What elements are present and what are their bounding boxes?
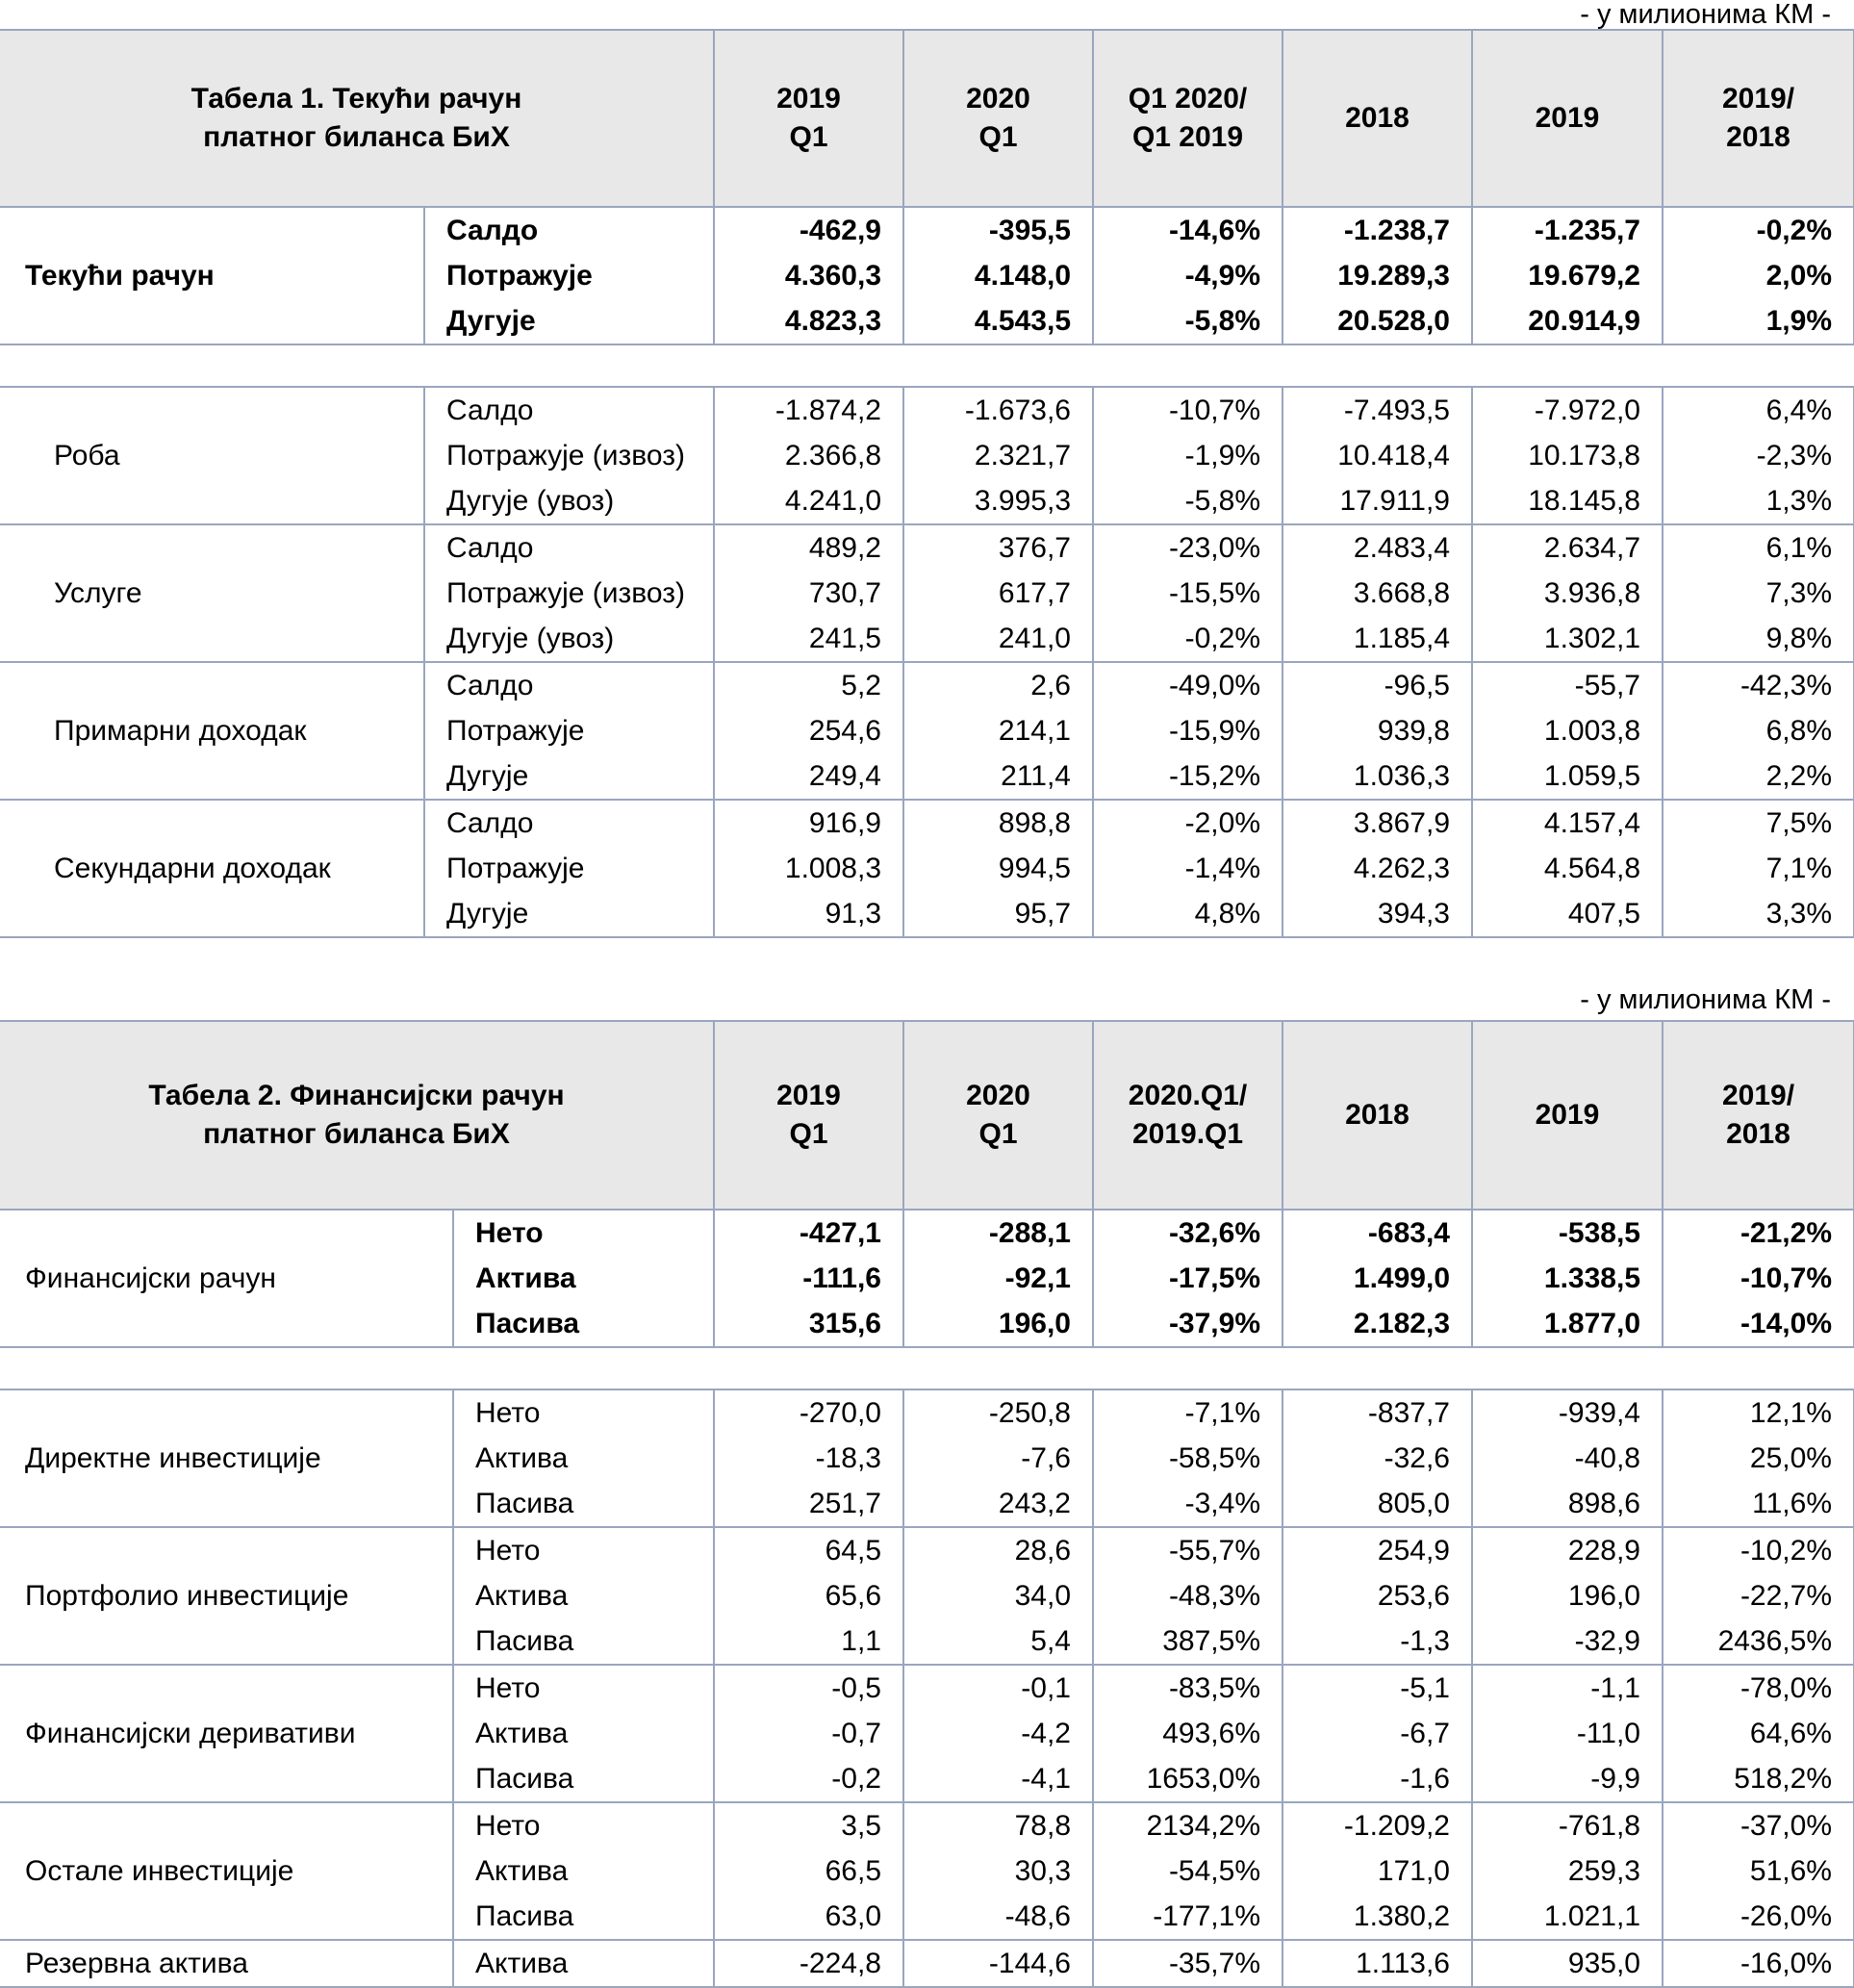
value-cell: 493,6% [1093, 1711, 1283, 1756]
value-cell: -4,1 [903, 1756, 1093, 1802]
value-cell: -35,7% [1093, 1940, 1283, 1987]
row-group-label: Финансијски рачун [0, 1210, 453, 1347]
column-header: Q1 2020/ Q1 2019 [1093, 30, 1283, 207]
column-header: 2018 [1283, 30, 1472, 207]
table-row [0, 1527, 1854, 1573]
value-cell: -40,8 [1472, 1436, 1663, 1481]
value-cell: 1653,0% [1093, 1756, 1283, 1802]
value-cell: 4.360,3 [714, 253, 903, 298]
value-cell: -270,0 [714, 1389, 903, 1436]
value-cell: -288,1 [903, 1210, 1093, 1256]
value-cell: 10.173,8 [1472, 433, 1663, 478]
value-cell: -4,9% [1093, 253, 1283, 298]
value-cell: 254,9 [1283, 1527, 1472, 1573]
value-cell: -10,7% [1663, 1256, 1854, 1301]
value-cell: -0,2 [714, 1756, 903, 1802]
value-cell: 489,2 [714, 524, 903, 571]
row-label: Салдо [424, 800, 714, 846]
value-cell: 196,0 [1472, 1573, 1663, 1618]
value-cell: 805,0 [1283, 1481, 1472, 1527]
value-cell: -0,7 [714, 1711, 903, 1756]
value-cell: 78,8 [903, 1802, 1093, 1848]
spacer-row [0, 1347, 1854, 1389]
column-header: 2020.Q1/ 2019.Q1 [1093, 1021, 1283, 1210]
column-header: 2019 Q1 [714, 30, 903, 207]
value-cell: 64,6% [1663, 1711, 1854, 1756]
value-cell: 34,0 [903, 1573, 1093, 1618]
value-cell: 2134,2% [1093, 1802, 1283, 1848]
value-cell: -5,8% [1093, 478, 1283, 524]
value-cell: 315,6 [714, 1301, 903, 1347]
table-header [0, 1021, 1854, 1210]
value-cell: 243,2 [903, 1481, 1093, 1527]
column-header: 2019/ 2018 [1663, 1021, 1854, 1210]
value-cell: -15,9% [1093, 708, 1283, 753]
value-cell: -1,1 [1472, 1665, 1663, 1711]
row-label: Потражује [424, 708, 714, 753]
value-cell: -1.235,7 [1472, 207, 1663, 253]
value-cell: 259,3 [1472, 1848, 1663, 1894]
value-cell: 2.182,3 [1283, 1301, 1472, 1347]
row-label: Пасива [453, 1481, 714, 1527]
table-row [0, 1389, 1854, 1436]
value-cell: 5,4 [903, 1618, 1093, 1665]
value-cell: 898,8 [903, 800, 1093, 846]
table-title [0, 30, 714, 207]
row-label: Актива [453, 1436, 714, 1481]
value-cell: 4.823,3 [714, 298, 903, 344]
value-cell: 1.036,3 [1283, 753, 1472, 800]
value-cell: 253,6 [1283, 1573, 1472, 1618]
value-cell: 4.564,8 [1472, 846, 1663, 891]
value-cell: -32,6% [1093, 1210, 1283, 1256]
value-cell: -250,8 [903, 1389, 1093, 1436]
value-cell: -26,0% [1663, 1894, 1854, 1940]
value-cell: -538,5 [1472, 1210, 1663, 1256]
value-cell: -78,0% [1663, 1665, 1854, 1711]
value-cell: 2,2% [1663, 753, 1854, 800]
value-cell: 3,3% [1663, 891, 1854, 937]
row-label: Нето [453, 1802, 714, 1848]
value-cell: -18,3 [714, 1436, 903, 1481]
value-cell: 1.003,8 [1472, 708, 1663, 753]
value-cell: -1.874,2 [714, 387, 903, 433]
value-cell: 7,5% [1663, 800, 1854, 846]
value-cell: 898,6 [1472, 1481, 1663, 1527]
column-header: 2020 Q1 [903, 1021, 1093, 1210]
value-cell: 4,8% [1093, 891, 1283, 937]
value-cell: -11,0 [1472, 1711, 1663, 1756]
value-cell: 3.867,9 [1283, 800, 1472, 846]
value-cell: -6,7 [1283, 1711, 1472, 1756]
value-cell: -2,3% [1663, 433, 1854, 478]
value-cell: -1.238,7 [1283, 207, 1472, 253]
row-label: Нето [453, 1210, 714, 1256]
value-cell: -1,6 [1283, 1756, 1472, 1802]
value-cell: 19.289,3 [1283, 253, 1472, 298]
value-cell: 939,8 [1283, 708, 1472, 753]
financial-account-table [0, 1020, 1854, 1988]
value-cell: -7.972,0 [1472, 387, 1663, 433]
value-cell: 2.634,7 [1472, 524, 1663, 571]
value-cell: -1,4% [1093, 846, 1283, 891]
value-cell: -14,6% [1093, 207, 1283, 253]
value-cell: 4.543,5 [903, 298, 1093, 344]
row-group-label: Роба [0, 387, 424, 524]
row-label: Салдо [424, 387, 714, 433]
value-cell: 1.113,6 [1283, 1940, 1472, 1987]
value-cell: 4.262,3 [1283, 846, 1472, 891]
row-label: Пасива [453, 1618, 714, 1665]
value-cell: 376,7 [903, 524, 1093, 571]
row-label: Нето [453, 1665, 714, 1711]
value-cell: 3.668,8 [1283, 571, 1472, 616]
value-cell: 2436,5% [1663, 1618, 1854, 1665]
table-row [0, 1940, 1854, 1987]
value-cell: 196,0 [903, 1301, 1093, 1347]
value-cell: 241,5 [714, 616, 903, 662]
value-cell: -14,0% [1663, 1301, 1854, 1347]
value-cell: 935,0 [1472, 1940, 1663, 1987]
value-cell: 1,3% [1663, 478, 1854, 524]
value-cell: 3,5 [714, 1802, 903, 1848]
value-cell: 211,4 [903, 753, 1093, 800]
value-cell: -48,3% [1093, 1573, 1283, 1618]
row-label: Салдо [424, 207, 714, 253]
row-label: Потражује [424, 253, 714, 298]
value-cell: -21,2% [1663, 1210, 1854, 1256]
row-label: Нето [453, 1389, 714, 1436]
row-label: Дугује (увоз) [424, 478, 714, 524]
value-cell: 241,0 [903, 616, 1093, 662]
row-label: Дугује [424, 753, 714, 800]
table-row [0, 1665, 1854, 1711]
value-cell: 5,2 [714, 662, 903, 708]
value-cell: -0,5 [714, 1665, 903, 1711]
value-cell: 1.185,4 [1283, 616, 1472, 662]
value-cell: 65,6 [714, 1573, 903, 1618]
value-cell: 28,6 [903, 1527, 1093, 1573]
value-cell: -15,2% [1093, 753, 1283, 800]
value-cell: -92,1 [903, 1256, 1093, 1301]
value-cell: 407,5 [1472, 891, 1663, 937]
value-cell: 18.145,8 [1472, 478, 1663, 524]
value-cell: 2,0% [1663, 253, 1854, 298]
value-cell: 7,1% [1663, 846, 1854, 891]
value-cell: 30,3 [903, 1848, 1093, 1894]
row-label: Актива [453, 1848, 714, 1894]
value-cell: 730,7 [714, 571, 903, 616]
value-cell: 1.302,1 [1472, 616, 1663, 662]
value-cell: 214,1 [903, 708, 1093, 753]
value-cell: -58,5% [1093, 1436, 1283, 1481]
value-cell: -49,0% [1093, 662, 1283, 708]
column-header: 2019 [1472, 30, 1663, 207]
value-cell: 6,8% [1663, 708, 1854, 753]
value-cell: 2.366,8 [714, 433, 903, 478]
value-cell: -3,4% [1093, 1481, 1283, 1527]
value-cell: 1.008,3 [714, 846, 903, 891]
value-cell: 1,9% [1663, 298, 1854, 344]
value-cell: -4,2 [903, 1711, 1093, 1756]
value-cell: 2.483,4 [1283, 524, 1472, 571]
table-title-line: платног биланса БиХ [203, 121, 510, 153]
value-cell: 1.877,0 [1472, 1301, 1663, 1347]
table-row [0, 1210, 1854, 1256]
table-row [0, 662, 1854, 708]
value-cell: -10,2% [1663, 1527, 1854, 1573]
value-cell: -10,7% [1093, 387, 1283, 433]
value-cell: 91,3 [714, 891, 903, 937]
value-cell: -427,1 [714, 1210, 903, 1256]
row-label: Актива [453, 1940, 714, 1987]
value-cell: 12,1% [1663, 1389, 1854, 1436]
value-cell: -5,1 [1283, 1665, 1472, 1711]
value-cell: -144,6 [903, 1940, 1093, 1987]
value-cell: -37,0% [1663, 1802, 1854, 1848]
value-cell: 10.418,4 [1283, 433, 1472, 478]
value-cell: 1.380,2 [1283, 1894, 1472, 1940]
value-cell: -16,0% [1663, 1940, 1854, 1987]
value-cell: -17,5% [1093, 1256, 1283, 1301]
row-label: Пасива [453, 1301, 714, 1347]
value-cell: -683,4 [1283, 1210, 1472, 1256]
row-group-label: Директне инвестиције [0, 1389, 453, 1527]
column-header: 2020 Q1 [903, 30, 1093, 207]
value-cell: -1.209,2 [1283, 1802, 1472, 1848]
row-label: Пасива [453, 1894, 714, 1940]
table-header [0, 30, 1854, 207]
value-cell: -1.673,6 [903, 387, 1093, 433]
value-cell: -0,2% [1663, 207, 1854, 253]
value-cell: -761,8 [1472, 1802, 1663, 1848]
value-cell: -55,7% [1093, 1527, 1283, 1573]
value-cell: 51,6% [1663, 1848, 1854, 1894]
value-cell: -224,8 [714, 1940, 903, 1987]
value-cell: 387,5% [1093, 1618, 1283, 1665]
value-cell: 9,8% [1663, 616, 1854, 662]
value-cell: 254,6 [714, 708, 903, 753]
row-group-label: Секундарни доходак [0, 800, 424, 937]
value-cell: -32,9 [1472, 1618, 1663, 1665]
value-cell: 11,6% [1663, 1481, 1854, 1527]
value-cell: -9,9 [1472, 1756, 1663, 1802]
value-cell: 4.157,4 [1472, 800, 1663, 846]
value-cell: 1.338,5 [1472, 1256, 1663, 1301]
value-cell: -939,4 [1472, 1389, 1663, 1436]
table-row [0, 800, 1854, 846]
row-label: Актива [453, 1711, 714, 1756]
value-cell: -1,9% [1093, 433, 1283, 478]
table-title-line: платног биланса БиХ [203, 1118, 510, 1150]
value-cell: -7.493,5 [1283, 387, 1472, 433]
row-label: Пасива [453, 1756, 714, 1802]
value-cell: 251,7 [714, 1481, 903, 1527]
unit-note-1: - у милионима КМ - [1580, 0, 1831, 30]
table-row [0, 387, 1854, 433]
column-header: 2019 [1472, 1021, 1663, 1210]
table-row [0, 207, 1854, 253]
value-cell: 20.528,0 [1283, 298, 1472, 344]
value-cell: -83,5% [1093, 1665, 1283, 1711]
value-cell: -23,0% [1093, 524, 1283, 571]
row-label: Нето [453, 1527, 714, 1573]
table-title [0, 1021, 714, 1210]
value-cell: 394,3 [1283, 891, 1472, 937]
value-cell: 4.148,0 [903, 253, 1093, 298]
value-cell: 63,0 [714, 1894, 903, 1940]
value-cell: -96,5 [1283, 662, 1472, 708]
row-group-label: Финансијски деривативи [0, 1665, 453, 1802]
row-group-label: Услуге [0, 524, 424, 662]
value-cell: -0,1 [903, 1665, 1093, 1711]
value-cell: 7,3% [1663, 571, 1854, 616]
row-group-label: Резервна актива [0, 1940, 453, 1987]
value-cell: -0,2% [1093, 616, 1283, 662]
row-label: Потражује (извоз) [424, 571, 714, 616]
column-header: 2019 Q1 [714, 1021, 903, 1210]
value-cell: 6,1% [1663, 524, 1854, 571]
value-cell: -15,5% [1093, 571, 1283, 616]
value-cell: -1,3 [1283, 1618, 1472, 1665]
value-cell: 228,9 [1472, 1527, 1663, 1573]
row-label: Дугује (увоз) [424, 616, 714, 662]
current-account-table [0, 29, 1854, 938]
value-cell: 20.914,9 [1472, 298, 1663, 344]
row-group-label: Примарни доходак [0, 662, 424, 800]
value-cell: 994,5 [903, 846, 1093, 891]
value-cell: 3.936,8 [1472, 571, 1663, 616]
table-row [0, 524, 1854, 571]
value-cell: -395,5 [903, 207, 1093, 253]
value-cell: 25,0% [1663, 1436, 1854, 1481]
value-cell: 617,7 [903, 571, 1093, 616]
value-cell: 17.911,9 [1283, 478, 1472, 524]
table-row [0, 1802, 1854, 1848]
row-group-label: Портфолио инвестиције [0, 1527, 453, 1665]
value-cell: 171,0 [1283, 1848, 1472, 1894]
value-cell: 916,9 [714, 800, 903, 846]
value-cell: -37,9% [1093, 1301, 1283, 1347]
value-cell: 66,5 [714, 1848, 903, 1894]
row-group-label: Остале инвестиције [0, 1802, 453, 1940]
value-cell: -5,8% [1093, 298, 1283, 344]
value-cell: -22,7% [1663, 1573, 1854, 1618]
column-header: 2018 [1283, 1021, 1472, 1210]
value-cell: 1.021,1 [1472, 1894, 1663, 1940]
value-cell: -42,3% [1663, 662, 1854, 708]
table-title-line: Табела 1. Текући рачун [190, 83, 522, 115]
value-cell: 1.499,0 [1283, 1256, 1472, 1301]
value-cell: -32,6 [1283, 1436, 1472, 1481]
value-cell: 3.995,3 [903, 478, 1093, 524]
value-cell: -111,6 [714, 1256, 903, 1301]
table-title-line: Табела 2. Финансијски рачун [148, 1080, 565, 1111]
row-label: Потражује [424, 846, 714, 891]
column-header: 2019/ 2018 [1663, 30, 1854, 207]
value-cell: 1.059,5 [1472, 753, 1663, 800]
value-cell: 249,4 [714, 753, 903, 800]
unit-note-2: - у милионима КМ - [1580, 984, 1831, 1015]
value-cell: -177,1% [1093, 1894, 1283, 1940]
value-cell: 518,2% [1663, 1756, 1854, 1802]
value-cell: 6,4% [1663, 387, 1854, 433]
value-cell: -837,7 [1283, 1389, 1472, 1436]
row-label: Дугује [424, 298, 714, 344]
value-cell: 4.241,0 [714, 478, 903, 524]
value-cell: -48,6 [903, 1894, 1093, 1940]
value-cell: 2,6 [903, 662, 1093, 708]
value-cell: -2,0% [1093, 800, 1283, 846]
value-cell: 2.321,7 [903, 433, 1093, 478]
value-cell: 64,5 [714, 1527, 903, 1573]
row-label: Салдо [424, 662, 714, 708]
value-cell: -7,6 [903, 1436, 1093, 1481]
value-cell: -7,1% [1093, 1389, 1283, 1436]
value-cell: 19.679,2 [1472, 253, 1663, 298]
value-cell: -462,9 [714, 207, 903, 253]
row-label: Салдо [424, 524, 714, 571]
row-group-label: Текући рачун [0, 207, 424, 344]
row-label: Актива [453, 1573, 714, 1618]
value-cell: -55,7 [1472, 662, 1663, 708]
row-label: Дугује [424, 891, 714, 937]
value-cell: 95,7 [903, 891, 1093, 937]
value-cell: 1,1 [714, 1618, 903, 1665]
row-label: Актива [453, 1256, 714, 1301]
value-cell: -54,5% [1093, 1848, 1283, 1894]
row-label: Потражује (извоз) [424, 433, 714, 478]
spacer-row [0, 344, 1854, 387]
